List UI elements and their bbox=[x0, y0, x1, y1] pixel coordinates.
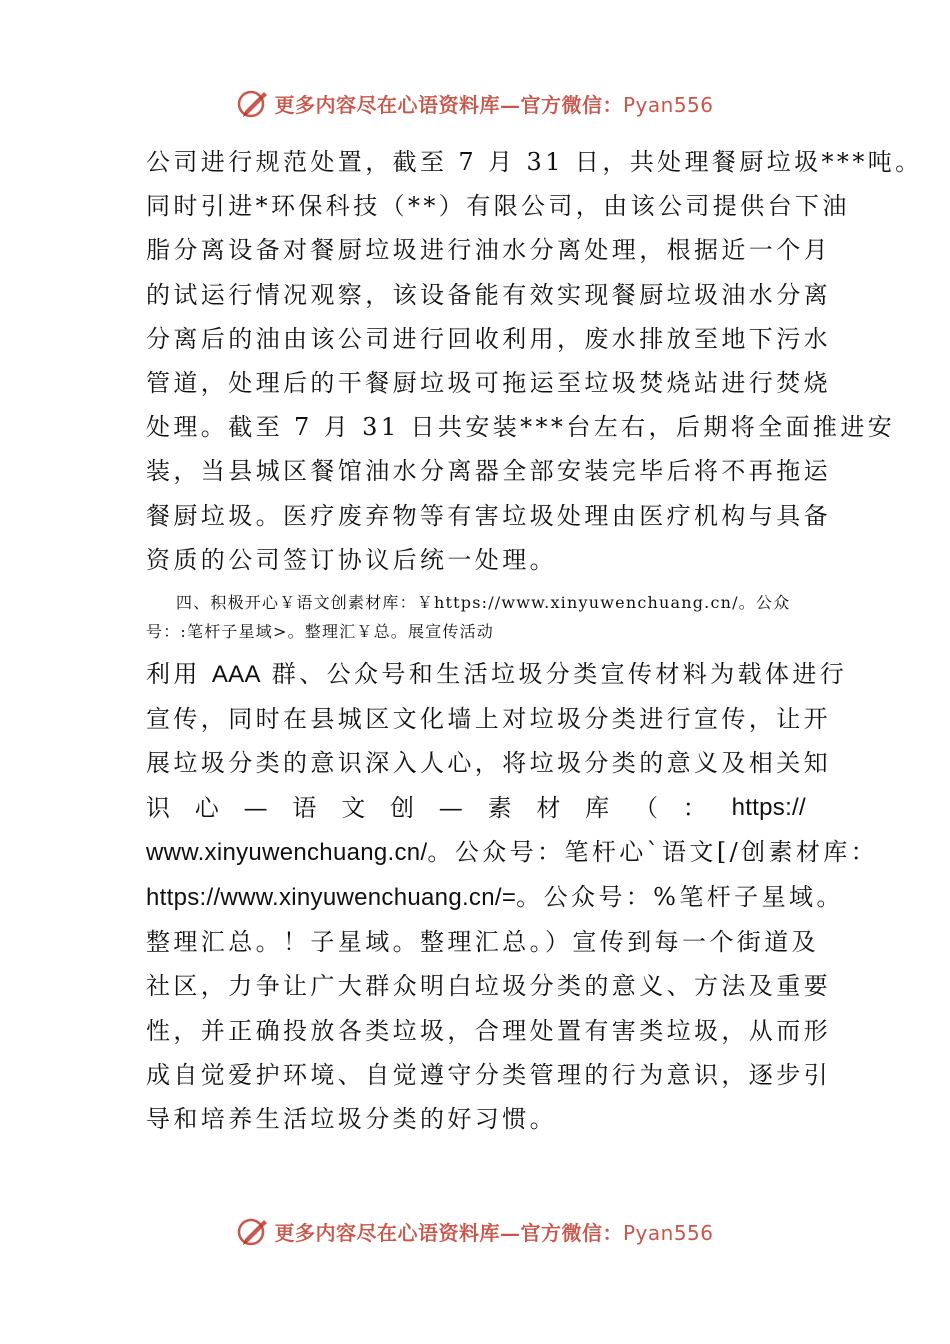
header-watermark-banner bbox=[0, 78, 950, 128]
text-line: 社区，力争让广大群众明白垃圾分类的意义、方法及重要 bbox=[146, 972, 831, 1001]
footer-watermark-banner bbox=[0, 1206, 950, 1256]
text-line: 整理汇总。！子星域。整理汇总。）宣传到每一个街道及 bbox=[146, 928, 819, 957]
text-line: 的试运行情况观察，该设备能有效实现餐厨垃圾油水分离 bbox=[146, 280, 831, 309]
heading-line: 四、积极开心￥语文创素材库：￥https://www.xinyuwenchuang.cn/。公众 bbox=[176, 593, 791, 613]
text-line: 同时引进*环保科技（**）有限公司，由该公司提供台下油 bbox=[146, 192, 850, 221]
text-line: www.xinyuwenchuang.cn/。公众号：笔杆心`语文[/创素材库： bbox=[146, 837, 879, 866]
banner-text: 更多内容尽在心语资料库—官方微信：Pyan556 bbox=[274, 92, 714, 117]
pen-logo-icon bbox=[236, 1214, 270, 1248]
text-line: 性，并正确投放各类垃圾，合理处置有害类垃圾，从而形 bbox=[146, 1016, 831, 1045]
banner-text: 更多内容尽在心语资料库—官方微信：Pyan556 bbox=[274, 1220, 714, 1245]
text-line: 处理。截至 7 月 31 日共安装***台左右，后期将全面推进安 bbox=[146, 413, 896, 442]
url-link[interactable]: www.xinyuwenchuang.cn/ bbox=[146, 838, 428, 866]
text-line: 资质的公司签订协议后统一处理。 bbox=[146, 545, 557, 574]
pen-logo-icon bbox=[236, 86, 270, 120]
text-line: 成自觉爱护环境、自觉遵守分类管理的行为意识，逐步引 bbox=[146, 1060, 831, 1089]
text-line: 脂分离设备对餐厨垃圾进行油水分离处理，根据近一个月 bbox=[146, 236, 831, 265]
text-line: 展垃圾分类的意识深入人心，将垃圾分类的意义及相关知 bbox=[146, 749, 831, 778]
section-heading bbox=[146, 582, 806, 652]
text-line: 公司进行规范处置，截至 7 月 31 日，共处理餐厨垃圾***吨。 bbox=[146, 148, 923, 176]
text-line-justified: 识 心 — 语 文 创 — 素 材 库 （ ： https:// bbox=[146, 793, 806, 822]
text-line: https://www.xinyuwenchuang.cn/=。公众号：%笔杆子星域。 bbox=[146, 883, 844, 912]
paragraph-food-waste bbox=[146, 140, 923, 582]
paragraph-publicity bbox=[146, 652, 879, 1141]
text-line: 管道，处理后的干餐厨垃圾可拖运至垃圾焚烧站进行焚烧 bbox=[146, 369, 831, 398]
text-line: 餐厨垃圾。医疗废弃物等有害垃圾处理由医疗机构与具备 bbox=[146, 501, 831, 530]
url-link[interactable]: https://www.xinyuwenchuang.cn/= bbox=[146, 884, 517, 912]
text-line: 宣传，同时在县城区文化墙上对垃圾分类进行宣传，让开 bbox=[146, 705, 831, 734]
heading-line: 号：:笔杆子星域>。整理汇￥总。展宣传活动 bbox=[146, 622, 494, 642]
text-line: 分离后的油由该公司进行回收利用，废水排放至地下污水 bbox=[146, 324, 831, 353]
text-line: 利用 AAA 群、公众号和生活垃圾分类宣传材料为载体进行 bbox=[146, 660, 848, 689]
text-line: 装，当县城区餐馆油水分离器全部安装完毕后将不再拖运 bbox=[146, 457, 831, 486]
text-line: 导和培养生活垃圾分类的好习惯。 bbox=[146, 1105, 557, 1134]
document-body bbox=[146, 140, 923, 1141]
